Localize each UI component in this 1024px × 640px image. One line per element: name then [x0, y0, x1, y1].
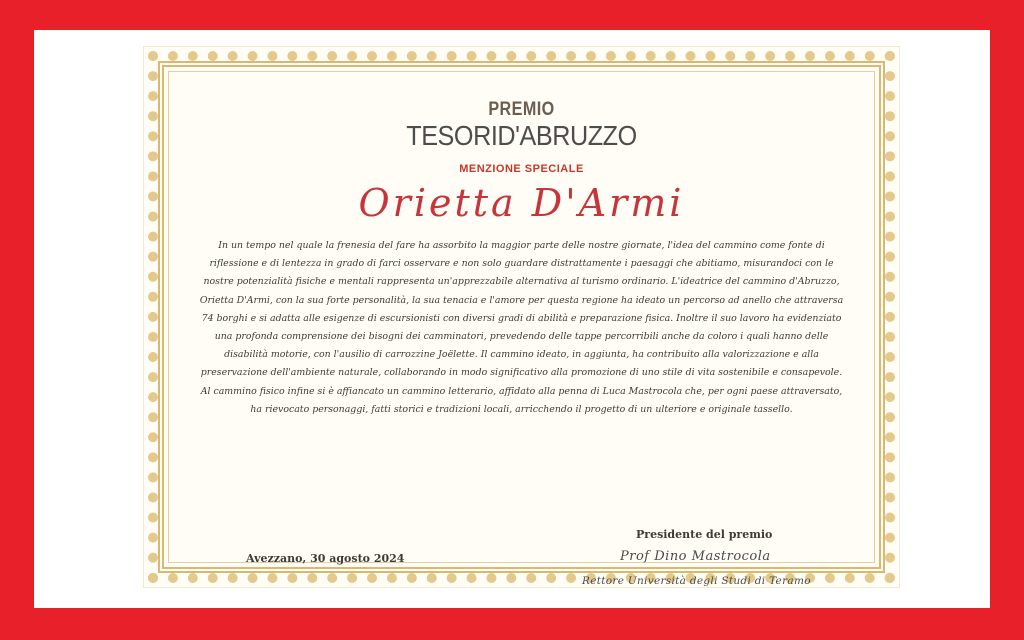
- certificate: [144, 47, 899, 587]
- certificate-footer: [184, 513, 859, 593]
- citation-text: In un tempo nel quale la frenesia del fare ha assorbito la maggior parte delle nostre giornate, l'idea del cammino come fonte di riflessione e di lentezza in grado di farci osservare e non solo guardare distrattamente i paesaggi che abitiamo, misurandoci con le nostre potenzialità fisiche e mentali rappresenta un'apprezzabile alternativa al turismo ordinario. L'ideatrice del cammino d'Abruzzo, Orietta D'Armi, con la sua forte personalità, la sua tenacia e l'amore per questa regione ha ideato un percorso ad anello che attraversa 74 borghi e si adatta alle esigenze di escursionisti con diversi gradi di abilità e preparazione fisica. Inoltre il suo lavoro ha evidenziato una profonda comprensione dei bisogni dei camminatori, prevedendo delle tappe percorribili anche da coloro i quali hanno delle disabilità motorie, con l'ausilio di carrozzine Joëlette. Il cammino ideato, in aggiunta, ha contribuito alla valorizzazione e alla preservazione dell'ambiente naturale, collaborando in modo significativo alla promozione di uno stile di vita sostenibile e consapevole. Al cammino fisico infine si è affiancato un cammino letterario, affidato alla penna di Luca Mastrocola che, per ogni paese attraversato, ha rievocato personaggi, fatti storici e tradizioni locali, arricchendo il progetto di un ulteriore e originale tassello.: [199, 240, 844, 415]
- place-and-date: Avezzano, 30 agosto 2024: [246, 552, 405, 565]
- certificate-content: [184, 73, 859, 587]
- president-role: Rettore Università degli Studi di Teramo: [582, 575, 811, 587]
- award-name-logo: TESORID'ABRUZZO: [406, 120, 637, 151]
- president-signature: Prof Dino Mastrocola: [620, 549, 771, 564]
- award-label: PREMIO: [488, 99, 555, 120]
- president-title: Presidente del premio: [636, 528, 773, 541]
- recipient-name: Orietta D'Armi: [358, 181, 685, 225]
- award-category: MENZIONE SPECIALE: [459, 163, 584, 175]
- red-frame-inner-white: [34, 30, 990, 608]
